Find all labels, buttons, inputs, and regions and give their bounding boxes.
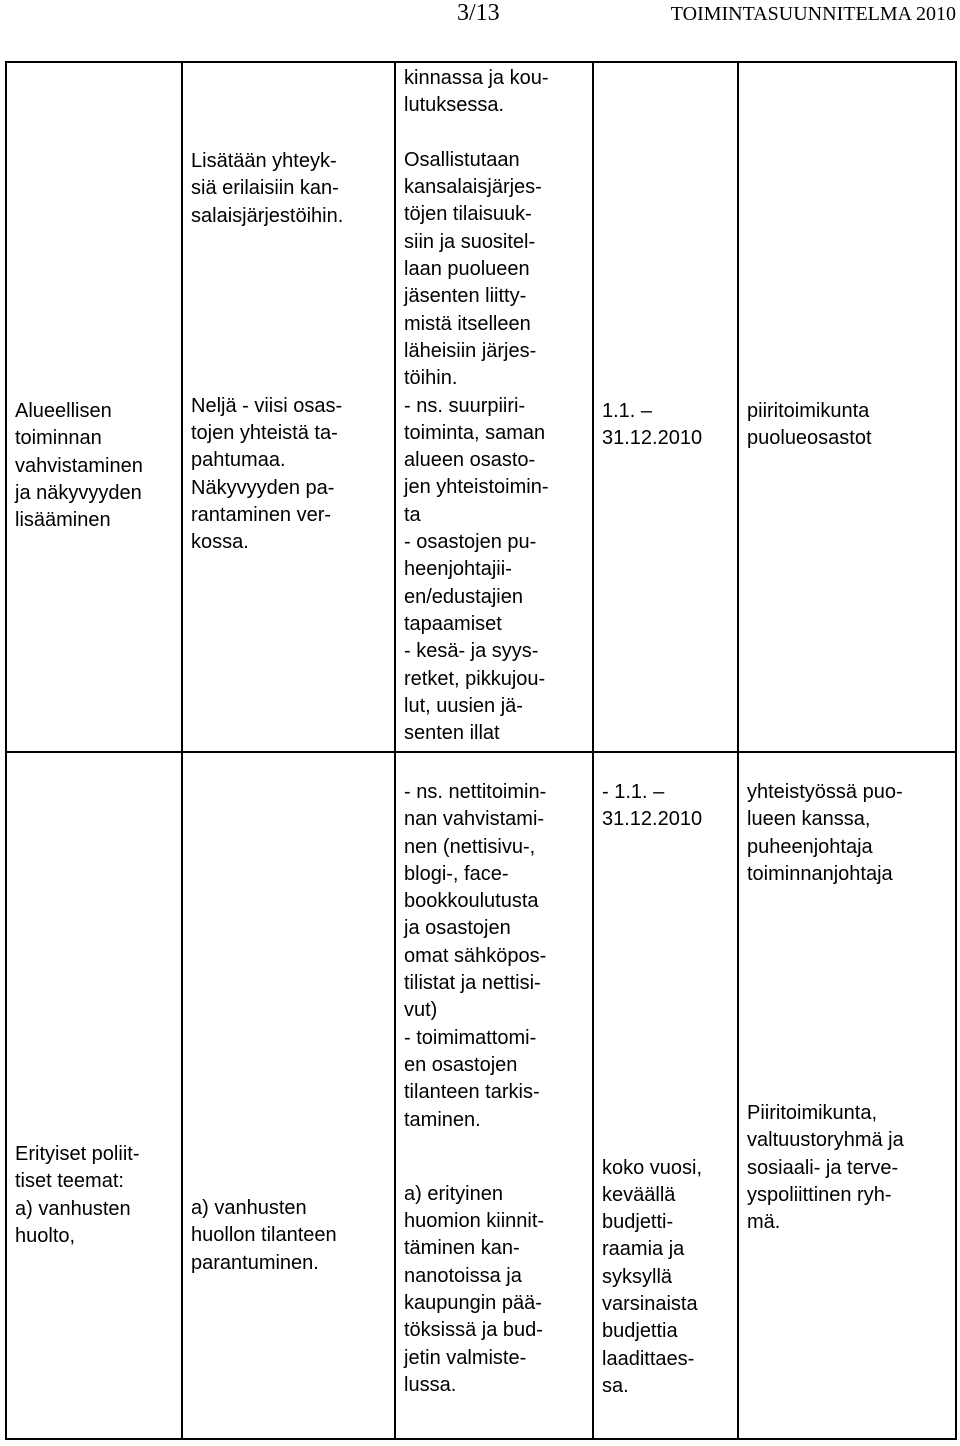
document-title: TOIMINTASUUNNITELMA 2010	[670, 3, 956, 25]
text-line: vut)	[404, 999, 438, 1022]
text-line: keväällä	[602, 1183, 676, 1206]
responsible-cell	[738, 62, 956, 752]
text-line: tojen yhteistä ta-	[191, 422, 338, 445]
text-line: puolueosastot	[747, 427, 872, 450]
text-line: ja näkyvyyden	[15, 481, 142, 504]
text-line: blogi-, face-	[404, 862, 509, 885]
text-line: - ns. suurpiiri-	[404, 394, 526, 417]
text-line: bookkoulutusta	[404, 890, 539, 913]
text-line: jetin valmiste-	[404, 1346, 527, 1369]
actions-cell	[395, 62, 593, 752]
text-line: piiritoimikunta	[747, 400, 870, 422]
text-line: nanotoissa ja	[404, 1264, 522, 1287]
text-line: tilanteen tarkis-	[404, 1081, 540, 1104]
text-line: rantaminen ver-	[191, 504, 332, 527]
text-line: alueen osasto-	[404, 449, 536, 472]
text-line: täminen kan-	[404, 1237, 520, 1260]
text-line: kossa.	[191, 531, 249, 554]
text-line: - 1.1. –	[602, 781, 665, 803]
text-line: Lisätään yhteyk-	[191, 150, 337, 172]
text-line: töihin.	[404, 367, 458, 390]
text-line: tilistat ja nettisi-	[404, 972, 541, 995]
action-plan-table	[5, 61, 957, 1440]
text-line: 1.1. –	[602, 400, 653, 422]
text-line: - kesä- ja syys-	[404, 640, 539, 663]
text-line: siin ja suositel-	[404, 230, 536, 253]
text-line: varsinaista	[602, 1293, 698, 1316]
text-line: lut, uusien jä-	[404, 694, 523, 717]
text-line: pahtumaa.	[191, 449, 286, 472]
text-line: läheisiin järjes-	[404, 339, 537, 362]
responsible-cell	[738, 752, 956, 1439]
text-line: ta	[404, 503, 421, 526]
text-line: Erityiset poliit-	[15, 1143, 140, 1165]
text-line: koko vuosi,	[602, 1156, 703, 1179]
text-line: laan puolueen	[404, 258, 530, 281]
goal-cell	[182, 62, 395, 752]
text-line: sosiaali- ja terve-	[747, 1156, 899, 1179]
text-line: huolto,	[15, 1224, 76, 1247]
text-line: jäsenten liitty-	[404, 285, 527, 308]
timeframe-cell	[593, 62, 738, 752]
objective-cell	[6, 62, 182, 752]
text-line: lutuksessa.	[404, 94, 505, 117]
text-line: a) vanhusten	[191, 1197, 307, 1219]
text-line: puheenjohtaja	[747, 835, 873, 858]
table-row	[6, 62, 956, 752]
text-line: kaupungin pää-	[404, 1292, 542, 1315]
text-line: retket, pikkujou-	[404, 667, 546, 690]
text-line: kinnassa ja kou-	[404, 67, 549, 89]
text-line: budjettia	[602, 1320, 678, 1343]
text-line: raamia ja	[602, 1238, 685, 1261]
text-line: omat sähköpos-	[404, 944, 547, 967]
text-line: lisääminen	[15, 509, 111, 532]
timeframe-cell	[593, 752, 738, 1439]
text-line: en/edustajien	[404, 585, 523, 608]
text-line: 31.12.2010	[602, 427, 703, 450]
text-line: tapaamiset	[404, 612, 502, 635]
text-line: senten illat	[404, 722, 500, 745]
text-line: siä erilaisiin kan-	[191, 177, 339, 200]
text-line: Osallistutaan	[404, 148, 520, 171]
text-line: jen yhteistoimin-	[404, 476, 549, 499]
text-line	[404, 120, 588, 147]
text-line: töjen tilaisuuk-	[404, 203, 532, 226]
goal-cell	[182, 752, 395, 1439]
text-line: laadittaes-	[602, 1347, 695, 1370]
text-line: - ns. nettitoimin-	[404, 781, 547, 803]
text-line: Alueellisen	[15, 400, 112, 422]
text-line: en osastojen	[404, 1053, 518, 1076]
text-line: a) erityinen	[404, 1182, 503, 1205]
text-line: toiminta, saman	[404, 421, 546, 444]
text-line: - toimimattomi-	[404, 1026, 537, 1049]
text-line: budjetti-	[602, 1211, 674, 1234]
text-line: syksyllä	[602, 1265, 673, 1288]
text-line: tiset teemat:	[15, 1170, 124, 1193]
text-line: ja osastojen	[404, 917, 511, 940]
text-line: huollon tilanteen	[191, 1224, 337, 1247]
table-row	[6, 752, 956, 1439]
text-line: vahvistaminen	[15, 454, 143, 477]
page-number: 3/13	[457, 0, 500, 26]
text-line: sa.	[602, 1374, 629, 1397]
text-line: heenjohtajii-	[404, 558, 512, 581]
text-line: - osastojen pu-	[404, 531, 537, 554]
text-line: lussa.	[404, 1373, 457, 1396]
text-line: valtuustoryhmä ja	[747, 1129, 904, 1152]
text-line: töksissä ja bud-	[404, 1319, 543, 1342]
text-line: Näkyvyyden pa-	[191, 476, 335, 499]
text-line: taminen.	[404, 1108, 481, 1131]
text-line: 31.12.2010	[602, 808, 703, 831]
text-line: salaisjärjestöihin.	[191, 204, 344, 227]
text-line: toiminnan	[15, 427, 102, 450]
text-line: toiminnanjohtaja	[747, 862, 893, 885]
actions-cell	[395, 752, 593, 1439]
text-line: nen (nettisivu-,	[404, 835, 536, 858]
text-line: parantuminen.	[191, 1251, 319, 1274]
text-line: Neljä - viisi osas-	[191, 394, 343, 417]
text-line: lueen kanssa,	[747, 808, 871, 831]
text-line: mä.	[747, 1211, 781, 1234]
text-line: yspoliittinen ryh-	[747, 1184, 892, 1207]
text-line: huomion kiinnit-	[404, 1210, 545, 1233]
page-header	[0, 0, 960, 52]
text-line: kansalaisjärjes-	[404, 176, 542, 199]
text-line: Piiritoimikunta,	[747, 1102, 878, 1125]
text-line: nan vahvistami-	[404, 808, 545, 831]
text-line: a) vanhusten	[15, 1197, 131, 1220]
text-line: mistä itselleen	[404, 312, 531, 335]
objective-cell	[6, 752, 182, 1439]
text-line: yhteistyössä puo-	[747, 781, 903, 803]
